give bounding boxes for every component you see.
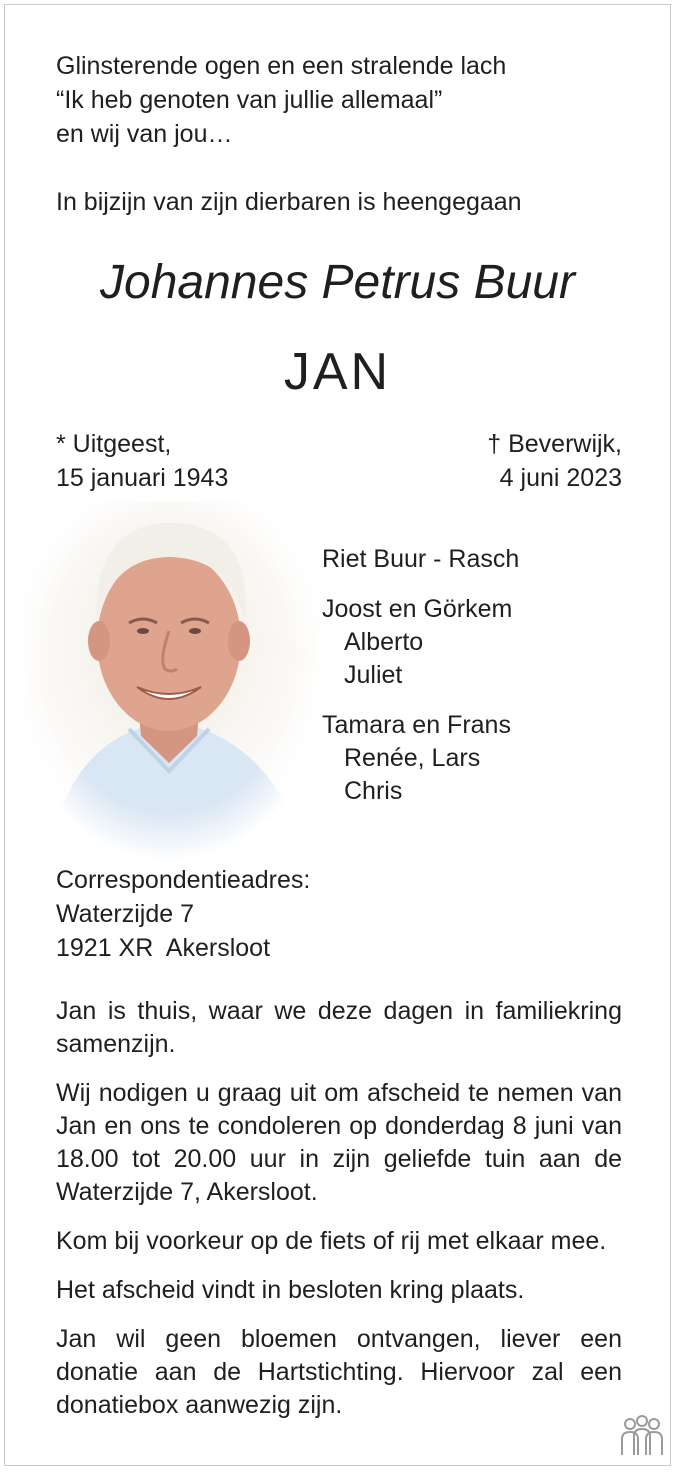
obituary-card (4, 4, 671, 1466)
paragraph: Jan is thuis, waar we deze dagen in familiekring samenzijn. (56, 997, 622, 1058)
birth-info (56, 427, 228, 495)
nickname: JAN (283, 343, 392, 401)
poem-line: en wij van jou… (56, 120, 233, 148)
family-child: Juliet (344, 661, 403, 689)
paragraph: Jan wil geen bloemen ontvangen, liever een donatie aan de Hartstichting. Hiervoor zal een donatiebox aanwezig zijn. (56, 1325, 622, 1419)
death-place: † Beverwijk, (487, 430, 622, 458)
paragraph: Kom bij voorkeur op de fiets of rij met elkaar mee. (56, 1227, 607, 1255)
family-list (322, 543, 519, 825)
family-head: Joost en Görkem (322, 595, 513, 623)
family-child: Chris (344, 777, 403, 805)
poem-line: Glinsterende ogen en een stralende lach (56, 52, 507, 80)
paragraph: Wij nodigen u graag uit om afscheid te nemen van Jan en ons te condoleren op donderdag 8 juni van 18.00 tot 20.00 uur in zijn geliefde tuin aan de Waterzijde 7, Akersloot. (56, 1079, 622, 1206)
poem-line: “Ik heb genoten van jullie allemaal” (56, 86, 443, 114)
birth-place: * Uitgeest, (56, 430, 172, 458)
people-group-icon (617, 1415, 667, 1459)
family-group (322, 709, 519, 808)
family-child: Alberto (344, 628, 424, 656)
address-street: Waterzijde 7 (56, 900, 195, 928)
intro-text: In bijzijn van zijn dierbaren is heengegaan (56, 188, 522, 216)
death-date: 4 juni 2023 (499, 464, 622, 492)
correspondence-address (56, 863, 310, 965)
family-head: Riet Buur - Rasch (322, 545, 520, 573)
family-head: Tamara en Frans (322, 711, 511, 739)
family-group (322, 543, 519, 576)
birth-date: 15 januari 1943 (56, 464, 229, 492)
family-child: Renée, Lars (344, 744, 481, 772)
portrait-photo (19, 501, 319, 861)
announcement-body (56, 995, 622, 1438)
paragraph: Het afscheid vindt in besloten kring plaats. (56, 1276, 525, 1304)
address-label: Correspondentieadres: (56, 866, 311, 894)
family-group (322, 593, 519, 692)
death-info (487, 427, 622, 495)
address-city: 1921 XR Akersloot (56, 934, 271, 962)
poem (56, 49, 506, 151)
full-name: Johannes Petrus Buur (100, 256, 575, 309)
